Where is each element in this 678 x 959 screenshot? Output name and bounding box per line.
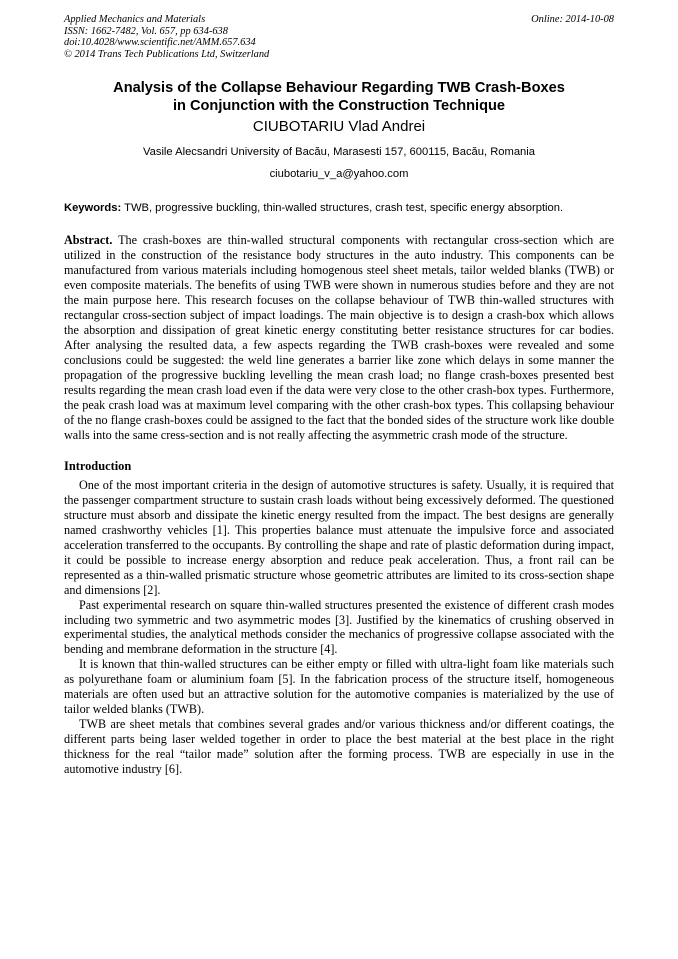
keywords-block xyxy=(64,201,614,215)
online-date: Online: 2014-10-08 xyxy=(531,14,614,25)
paper-title xyxy=(64,79,614,115)
issn-line: ISSN: 1662-7482, Vol. 657, pp 634-638 xyxy=(64,25,228,37)
author-email: ciubotariu_v_a@yahoo.com xyxy=(269,168,409,180)
section-heading-introduction: Introduction xyxy=(64,459,132,474)
keywords-text: TWB, progressive buckling, thin-walled structures, crash test, specific energy absorption. xyxy=(124,202,564,214)
copyright-line: © 2014 Trans Tech Publications Ltd, Switzerland xyxy=(64,48,270,60)
intro-paragraph: TWB are sheet metals that combines several grades and/or various thickness and/or different coatings, the different parts being laser welded together in order to place the best material at the best place in the right thickness for the real “tailor made” solution after the forming process. TWB are especially in use in the automotive industry [6]. xyxy=(64,716,614,776)
title-line-2: in Conjunction with the Construction Technique xyxy=(172,98,506,114)
intro-paragraph: It is known that thin-walled structures can be either empty or filled with ultra-light foam like materials such as polyurethane foam or aluminium foam [5]. In the fabrication process of the structure itself, homogeneous materials are often used but an attractive solution for the automotive companies is materialized by the use of tailor welded blanks (TWB). xyxy=(64,657,614,716)
author-affiliation: Vasile Alecsandri University of Bacău, Marasesti 157, 600115, Bacău, Romania xyxy=(143,146,535,158)
intro-paragraph: Past experimental research on square thin-walled structures presented the existence of different crash modes including two symmetric and two asymmetric modes [3]. Justified by the kinematics of crushing observed in experimental studies, the analytical methods consider the mechanics of progressive collapse associated with the bending and membrane deformation in the structure [4]. xyxy=(64,597,614,657)
title-line-1: Analysis of the Collapse Behaviour Regarding TWB Crash-Boxes xyxy=(113,80,565,96)
author-name: CIUBOTARIU Vlad Andrei xyxy=(252,118,426,135)
doi-line: doi:10.4028/www.scientific.net/AMM.657.634 xyxy=(64,37,256,49)
abstract-text: The crash-boxes are thin-walled structural components with rectangular cross-section which are utilized in the construction of the resistance body structures in the auto industry. This components can be manufactured from various materials including homogenous steel sheet metals, tailor welded blanks (TWB) or even composite materials. The benefits of using TWB were shown in numerous studies before and they are not the main purpose here. This research focuses on the collapse behaviour of TWB thin-walled structures with rectangular cross-section subject of impact loadings. The main objective is to design a crash-box which allows the absorption and dissipation of great kinetic energy constituting better resistance structures for car bodies. After analysing the resulted data, a few aspects regarding the TWB crash-boxes were revealed and some conclusions could be suggested: the weld line generates a barrier like zone which delays in some manner the propagation of the progressive buckling levelling the mean crash load; no flange crash-boxes presented best results regarding the mean crash load even if the data were very close to the other crash-box types. Furthermore, the peak crash load was at maximum level comparing with the other crash-box types. This collapsing behaviour of the no flange crash-boxes could be assigned to the fact that the bonded sides of the structure work like double walls into the same cress-section and is not really affecting the asymmetric crash mode of the structure. xyxy=(64,233,614,443)
journal-name: Applied Mechanics and Materials xyxy=(64,14,206,25)
keywords-label: Keywords: xyxy=(64,202,122,214)
journal-header xyxy=(64,14,614,66)
abstract-label: Abstract. xyxy=(64,233,113,248)
paper-page xyxy=(64,14,614,777)
intro-paragraph: One of the most important criteria in the design of automotive structures is safety. Usually, it is required that the passenger compartment structure to sustain crash loads without being excessively deformed. The questioned structure must absorb and dissipate the kinetic energy resulted from the impact. The best designs are generally named crashworthy vehicles [1]. This properties balance must attenuate the impulsive force and associated acceleration transferred to the occupants. By controlling the shape and rate of plastic deformation during impact, it could be possible to increase energy absorption and reduce peak acceleration. Thus, a front rail can be represented as a thin-walled prismatic structure whose geometric attributes are limited to its cross-section shape and dimensions [2]. xyxy=(64,478,614,597)
abstract-block xyxy=(64,233,614,443)
